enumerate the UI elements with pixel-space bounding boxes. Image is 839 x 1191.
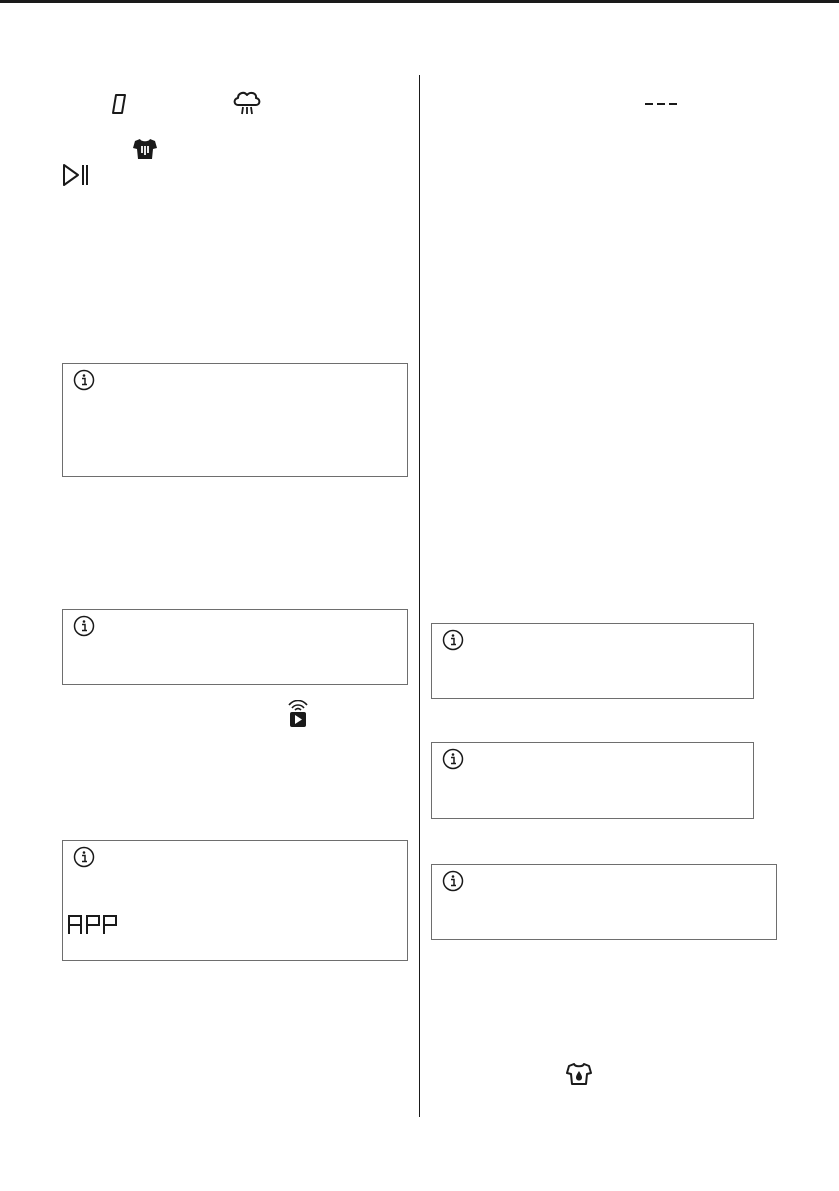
top-rule xyxy=(0,0,839,3)
info-note-box xyxy=(62,609,408,685)
info-icon xyxy=(73,369,95,391)
info-note-box xyxy=(62,363,408,477)
info-note-box xyxy=(431,864,777,940)
info-note-box xyxy=(431,742,754,819)
shirt-icon xyxy=(132,137,158,161)
info-icon xyxy=(442,870,464,892)
info-icon xyxy=(442,748,464,770)
info-icon xyxy=(73,846,95,868)
start-pause-icon xyxy=(62,163,90,187)
info-note-box xyxy=(431,623,754,699)
digit-zero-display-icon xyxy=(112,93,128,115)
info-note-box xyxy=(62,840,408,961)
info-icon xyxy=(73,615,95,637)
info-icon xyxy=(442,629,464,651)
triple-dash-display-icon xyxy=(644,101,678,107)
shirt-drop-icon xyxy=(566,1062,592,1086)
remote-start-icon xyxy=(287,700,309,728)
steam-cloud-icon xyxy=(232,90,262,116)
app-display-text xyxy=(68,913,118,935)
column-divider xyxy=(419,75,420,1117)
